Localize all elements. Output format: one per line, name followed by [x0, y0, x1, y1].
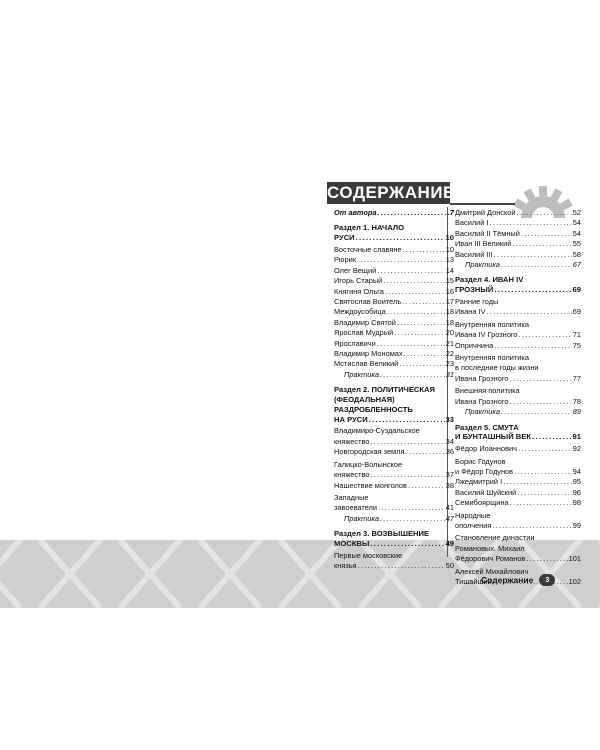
entry-page: 10 [445, 233, 454, 243]
entry-title: От автора [334, 208, 377, 217]
leader-dots [370, 437, 444, 447]
toc-section-heading [334, 385, 454, 424]
entry-page: 18 [445, 307, 454, 317]
toc-entry-multiline [334, 493, 454, 514]
entry-line: Раздел 3. ВОЗВЫШЕНИЕ [334, 529, 430, 539]
toc-entry [334, 266, 454, 276]
entry-page: 95 [572, 477, 581, 487]
entry-title: Иван III Великий [455, 239, 512, 249]
toc-entry [334, 370, 454, 380]
entry-line: РАЗДРОБЛЕННОСТЬ [334, 404, 413, 414]
leader-dots [512, 239, 571, 249]
entry-last-line [334, 437, 454, 447]
toc-entry [455, 208, 581, 218]
entry-line: князья [334, 561, 357, 571]
toc-entry [334, 359, 454, 369]
entry-page: 69 [572, 307, 581, 317]
entry-line: Ранние годы [455, 297, 499, 307]
entry-last-line [455, 554, 581, 564]
entry-last-line [334, 415, 454, 425]
toc-entry [455, 444, 581, 454]
toc-right-column [455, 208, 581, 587]
entry-title: Практика [465, 407, 501, 417]
entry-page: 54 [572, 228, 581, 238]
leader-dots [370, 539, 444, 549]
entry-line: Ивана IV Грозного [455, 330, 518, 340]
leader-dots [517, 488, 571, 498]
entry-title: Опричнина [455, 340, 494, 350]
toc-entry-multiline [455, 320, 581, 341]
toc-entry [455, 477, 581, 487]
entry-page: 102 [568, 576, 581, 586]
toc-entry [455, 250, 581, 260]
toc-entry [455, 218, 581, 228]
entry-line: в последние годы жизни [455, 363, 539, 373]
entry-title: Василий III [455, 249, 493, 259]
entry-line: Народные [455, 510, 491, 520]
leader-dots [494, 285, 571, 295]
leader-dots [378, 503, 445, 513]
entry-page: 94 [572, 466, 581, 476]
leader-dots [518, 444, 572, 454]
entry-line: Внутренняя политика [455, 353, 529, 363]
entry-title: Мстислав Великий [334, 359, 399, 369]
entry-title: Практика [344, 513, 380, 523]
entry-title: Владимир Мономах [334, 349, 403, 359]
entry-page: 20 [445, 328, 454, 338]
entry-last-line [334, 503, 454, 513]
header-rule [450, 203, 515, 205]
entry-page: 67 [572, 260, 581, 270]
toc-entry-multiline [334, 426, 454, 447]
toc-entry [334, 318, 454, 328]
entry-title: Ярославичи [334, 338, 376, 348]
entry-title: Святослав Воитель [334, 297, 402, 307]
leader-dots [517, 208, 572, 218]
entry-page: 101 [568, 554, 581, 564]
entry-page: 10 [445, 245, 454, 254]
leader-dots [405, 447, 444, 457]
entry-line: Внешняя политика [455, 386, 520, 396]
entry-page: 71 [572, 330, 581, 340]
entry-title: Василий I [455, 218, 489, 228]
entry-page: 13 [445, 255, 454, 265]
toc-entry [334, 447, 454, 457]
entry-line: Становление династии [455, 533, 535, 543]
toc-entry [334, 339, 454, 349]
leader-dots [369, 415, 445, 425]
entry-line: Ивана Грозного [455, 396, 509, 406]
toc-entry [334, 328, 454, 338]
entry-last-line [455, 397, 581, 407]
toc-entry [455, 229, 581, 239]
entry-page: 7 [449, 208, 454, 217]
leader-dots [492, 521, 571, 531]
entry-title: Практика [465, 260, 501, 270]
entry-page: 18 [445, 317, 454, 327]
entry-title: Игорь Старый [334, 276, 383, 286]
toc-entry [455, 239, 581, 249]
entry-last-line [455, 307, 581, 317]
entry-page: 37 [445, 470, 454, 480]
toc-section-heading [334, 223, 454, 243]
leader-dots [358, 561, 445, 571]
entry-last-line [334, 470, 454, 480]
entry-page: 41 [445, 503, 454, 513]
toc-entry [455, 341, 581, 351]
entry-page: 38 [445, 480, 454, 490]
toc-entry [455, 260, 581, 270]
entry-line: РУСИ [334, 233, 355, 243]
leader-dots [380, 514, 445, 524]
toc-entry-multiline [455, 353, 581, 384]
entry-title: Ярослав Мудрый [334, 328, 394, 338]
entry-line: Ивана Грозного [455, 373, 509, 383]
entry-page: 52 [572, 208, 581, 217]
entry-title: Владимир Святой [334, 317, 396, 327]
entry-page: 75 [572, 340, 581, 350]
entry-title: Фёдор Иоаннович [455, 444, 518, 454]
entry-page: 50 [445, 561, 454, 571]
leader-dots [521, 229, 572, 239]
entry-page: 23 [445, 359, 454, 369]
toc-entry [334, 245, 454, 255]
entry-line: и Фёдор Годунов [455, 466, 514, 476]
toc-left-column [334, 208, 454, 572]
toc-entry [334, 255, 454, 265]
entry-line: Ивана IV [455, 307, 486, 317]
toc-entry [455, 488, 581, 498]
entry-line: (ФЕОДАЛЬНАЯ) [334, 395, 395, 405]
toc-entry [334, 208, 454, 218]
leader-dots [509, 374, 571, 384]
entry-last-line [455, 521, 581, 531]
entry-line: завоеватели [334, 503, 377, 513]
leader-dots [408, 481, 445, 491]
entry-last-line [455, 285, 581, 295]
page-number-badge: 3 [539, 574, 555, 586]
leader-dots [356, 233, 445, 243]
toc-entry [334, 481, 454, 491]
entry-line: Борис Годунов [455, 456, 506, 466]
leader-dots [377, 266, 445, 276]
leader-dots [494, 250, 572, 260]
entry-page: 69 [572, 285, 581, 295]
leader-dots [404, 349, 445, 359]
entry-page: 98 [572, 498, 581, 508]
toc-entry [455, 498, 581, 508]
toc-title-box [327, 182, 455, 204]
entry-title: Новгородская земля [334, 447, 405, 457]
toc-entry-multiline [455, 457, 581, 478]
entry-line: Раздел 4. ИВАН IV [455, 275, 524, 285]
leader-dots [380, 370, 445, 380]
entry-line: Внутренняя политика [455, 319, 529, 329]
footer-label: Содержание [481, 575, 534, 585]
entry-page: 49 [445, 538, 454, 548]
toc-entry [334, 514, 454, 524]
toc-entry-multiline [455, 386, 581, 407]
entry-title: Василий Шуйский [455, 487, 517, 497]
leader-dots [357, 255, 445, 265]
entry-page: 16 [445, 286, 454, 296]
entry-line: ополчения [455, 520, 492, 530]
entry-line: Владимиро-Суздальское [334, 426, 420, 436]
entry-line: Первые московские [334, 550, 403, 560]
toc-title: СОДЕРЖАНИЕ [327, 183, 455, 202]
entry-title: Рюрик [334, 255, 356, 265]
leader-dots [510, 498, 572, 508]
entry-page: 47 [445, 513, 454, 523]
entry-page: 34 [445, 436, 454, 446]
entry-page: 31 [445, 369, 454, 379]
leader-dots [387, 307, 445, 317]
entry-title: Василий II Тёмный [455, 228, 520, 238]
toc-section-heading [334, 529, 454, 549]
entry-title: Княгиня Ольга [334, 286, 384, 296]
entry-page: 96 [572, 487, 581, 497]
entry-last-line [455, 432, 581, 442]
toc-entry [334, 276, 454, 286]
leader-dots [532, 432, 572, 442]
leader-dots [501, 260, 572, 270]
entry-line: Раздел 1. НАЧАЛО [334, 223, 405, 233]
leader-dots [503, 477, 572, 487]
entry-last-line [334, 539, 454, 549]
leader-dots [377, 339, 445, 349]
entry-page: 36 [445, 447, 454, 457]
toc-entry [334, 297, 454, 307]
entry-last-line [455, 374, 581, 384]
toc-entry-multiline [455, 297, 581, 318]
entry-page: 22 [445, 349, 454, 359]
leader-dots [402, 297, 445, 307]
entry-page: 21 [445, 338, 454, 348]
toc-section-heading [455, 275, 581, 295]
page-footer [481, 574, 555, 586]
entry-last-line [334, 561, 454, 571]
entry-page: 89 [572, 407, 581, 417]
entry-page: 91 [572, 432, 581, 442]
entry-last-line [455, 330, 581, 340]
leader-dots [501, 407, 572, 417]
entry-page: 15 [445, 276, 454, 286]
entry-page: 14 [445, 265, 454, 275]
entry-page: 58 [572, 249, 581, 259]
toc-entry-multiline [334, 551, 454, 572]
entry-line: Алексей Михайлович [455, 566, 529, 576]
leader-dots [394, 328, 445, 338]
entry-line: Тишайший [455, 576, 492, 586]
entry-page: 17 [445, 297, 454, 307]
entry-line: Романовых. Михаил [455, 543, 525, 553]
leader-dots [494, 341, 572, 351]
leader-dots [514, 467, 572, 477]
entry-title: Лжедмитрий I [455, 477, 503, 487]
entry-page: 77 [572, 373, 581, 383]
leader-dots [383, 276, 444, 286]
entry-line: княжество [334, 470, 370, 480]
toc-entry-multiline [455, 511, 581, 532]
leader-dots [403, 245, 445, 255]
toc-entry-multiline [455, 533, 581, 564]
entry-page: 99 [572, 520, 581, 530]
entry-title: Междоусобица [334, 307, 386, 317]
entry-page: 92 [572, 444, 581, 454]
entry-line: княжество [334, 436, 370, 446]
leader-dots [509, 397, 571, 407]
entry-title: Семибоярщина [455, 498, 509, 508]
toc-entry [334, 307, 454, 317]
toc-entry [455, 407, 581, 417]
entry-last-line [455, 467, 581, 477]
leader-dots [377, 208, 448, 218]
toc-entry [334, 349, 454, 359]
entry-last-line [334, 233, 454, 243]
entry-page: 54 [572, 218, 581, 228]
entry-title: Олег Вещий [334, 265, 377, 275]
leader-dots [519, 330, 572, 340]
leader-dots [399, 359, 444, 369]
entry-line: Фёдорович Романов [455, 554, 526, 564]
leader-dots [487, 307, 572, 317]
entry-line: Раздел 2. ПОЛИТИЧЕСКАЯ [334, 385, 435, 395]
entry-line: НА РУСИ [334, 414, 368, 424]
entry-page: 55 [572, 239, 581, 249]
toc-entry [334, 287, 454, 297]
leader-dots [370, 470, 444, 480]
entry-line: Раздел 5. СМУТА [455, 422, 519, 432]
entry-line: И БУНТАШНЫЙ ВЕК [455, 432, 531, 442]
leader-dots [385, 287, 445, 297]
toc-entry-multiline [334, 460, 454, 481]
entry-title: Нашествие монголов [334, 480, 407, 490]
entry-title: Практика [344, 369, 380, 379]
entry-page: 33 [445, 414, 454, 424]
entry-line: Галицко-Волынское [334, 459, 403, 469]
entry-page: 78 [572, 396, 581, 406]
entry-line: ГРОЗНЫЙ [455, 285, 494, 295]
entry-line: МОСКВЫ [334, 538, 370, 548]
leader-dots [526, 554, 567, 564]
leader-dots [397, 318, 445, 328]
toc-section-heading [455, 423, 581, 443]
entry-title: Дмитрий Донской [455, 208, 516, 217]
entry-line: Западные [334, 492, 369, 502]
entry-title: Восточные славяне [334, 245, 402, 254]
leader-dots [490, 218, 572, 228]
